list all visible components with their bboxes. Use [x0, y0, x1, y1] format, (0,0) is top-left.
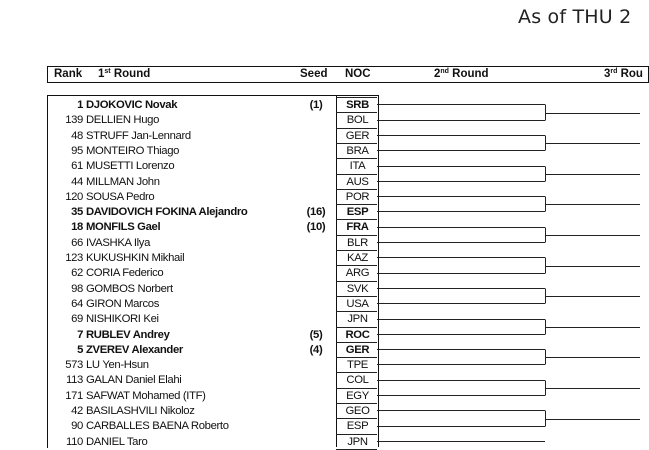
player-name: GIRON Marcos: [86, 297, 160, 310]
player-name: GOMBOS Norbert: [86, 282, 173, 295]
player-rank: 98: [71, 282, 83, 295]
player-seed: (16): [306, 206, 326, 219]
header-first-round-tail: Round: [110, 68, 151, 80]
player-rank: 18: [71, 221, 83, 234]
header-second-round-sup: nd: [440, 68, 449, 75]
player-seed: (1): [309, 99, 323, 111]
player-name: ZVEREV Alexander: [86, 343, 183, 356]
player-name: MILLMAN John: [86, 175, 160, 188]
header-second-round-tail: Round: [448, 68, 489, 80]
player-noc: BOL: [346, 114, 369, 127]
player-noc: SRB: [346, 99, 369, 111]
player-rank: 139: [65, 114, 83, 127]
player-rank: 64: [71, 297, 83, 310]
player-noc: USA: [346, 297, 369, 310]
player-seed: (10): [306, 221, 326, 234]
player-noc: BLR: [347, 236, 368, 249]
player-name: MUSETTI Lorenzo: [86, 160, 175, 173]
player-noc: KAZ: [347, 252, 368, 264]
player-rank: 5: [77, 343, 83, 356]
player-noc: FRA: [346, 221, 369, 234]
player-rank: 113: [66, 374, 83, 387]
player-rank: 95: [71, 144, 83, 157]
header-third-round-num: 3: [604, 68, 611, 80]
player-noc: TPE: [347, 359, 368, 372]
player-noc: GEO: [345, 405, 370, 417]
player-noc: BRA: [346, 144, 369, 157]
player-noc: ESP: [346, 206, 369, 219]
player-name: LU Yen-Hsun: [86, 359, 149, 372]
player-name: DAVIDOVICH FOKINA Alejandro: [86, 206, 248, 219]
player-rank: 62: [71, 267, 83, 280]
player-rank: 1: [77, 99, 83, 111]
header-seed: Seed: [300, 68, 328, 80]
player-name: KUKUSHKIN Mikhail: [86, 252, 185, 264]
player-noc: ITA: [349, 160, 366, 173]
header-third-round-tail: Rou: [617, 68, 643, 80]
player-noc: GER: [345, 343, 370, 356]
player-noc: ROC: [345, 328, 370, 341]
header-second-round-num: 2: [434, 68, 441, 80]
player-noc: GER: [345, 129, 370, 142]
player-rank: 123: [65, 252, 83, 264]
player-name: GALAN Daniel Elahi: [86, 374, 182, 387]
player-name: DELLIEN Hugo: [86, 114, 160, 127]
player-name: IVASHKA Ilya: [86, 236, 151, 249]
player-noc: POR: [345, 190, 370, 203]
player-noc: ESP: [346, 420, 369, 433]
player-seed: (4): [309, 343, 323, 356]
player-noc: JPN: [347, 313, 368, 326]
player-name: RUBLEV Andrey: [86, 328, 170, 341]
header-rank: Rank: [54, 68, 83, 80]
header-noc: NOC: [345, 68, 371, 80]
player-noc: EGY: [346, 389, 369, 402]
player-noc: COL: [346, 374, 369, 387]
player-rank: 573: [65, 359, 83, 372]
header-first-round-num: 1: [98, 68, 105, 80]
player-rank: 120: [65, 190, 83, 203]
player-rank: 110: [66, 435, 83, 448]
player-rank: 7: [77, 328, 83, 341]
player-name: CORIA Federico: [86, 267, 164, 280]
player-noc: AUS: [346, 175, 369, 188]
player-noc: ARG: [345, 267, 370, 280]
player-name: MONTEIRO Thiago: [86, 144, 180, 157]
player-name: DJOKOVIC Novak: [86, 99, 178, 111]
player-name: BASILASHVILI Nikoloz: [86, 405, 195, 417]
player-noc: SVK: [346, 282, 369, 295]
header-third-round-sup: rd: [610, 68, 618, 75]
as-of-date: As of THU 2: [518, 6, 632, 28]
player-name: CARBALLES BAENA Roberto: [86, 420, 229, 433]
header-first-round-sup: st: [104, 68, 111, 75]
player-rank: 44: [71, 175, 83, 188]
player-rank: 42: [71, 405, 83, 417]
player-rank: 69: [71, 313, 83, 326]
player-rank: 48: [71, 129, 83, 142]
player-rank: 66: [71, 236, 83, 249]
player-seed: (5): [309, 328, 323, 341]
player-name: SAFWAT Mohamed (ITF): [86, 389, 206, 402]
player-name: DANIEL Taro: [86, 435, 148, 448]
player-rank: 61: [71, 160, 83, 173]
player-noc: JPN: [347, 435, 368, 448]
player-name: STRUFF Jan-Lennard: [86, 129, 191, 142]
player-name: SOUSA Pedro: [86, 190, 155, 203]
player-name: NISHIKORI Kei: [86, 313, 159, 326]
player-rank: 35: [71, 206, 83, 219]
player-name: MONFILS Gael: [86, 221, 161, 234]
player-rank: 171: [65, 389, 83, 402]
player-rank: 90: [71, 420, 83, 433]
